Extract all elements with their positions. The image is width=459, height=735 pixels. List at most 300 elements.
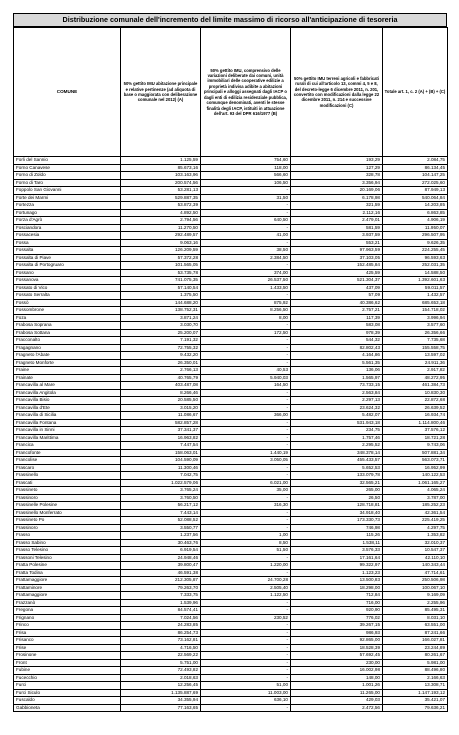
imu-abitazione-value: 3.015,20 [121,404,201,412]
comune-name: Frassineto [14,487,121,495]
comune-name: Francavilla Bisio [14,397,121,405]
totale-value: 224.255,45 [383,247,448,255]
comune-name: Furci [14,682,121,690]
comune-name: Fossalta [14,247,121,255]
table-row [14,547,448,555]
table-row [14,472,448,480]
imu-abitazione-value: 144.688,20 [121,299,201,307]
imu-abitazione-value: 126.209,59 [121,247,201,255]
imu-terreni-value: 348.378,14 [291,449,383,457]
table-row [14,667,448,675]
imu-abitazione-value: 9.063,16 [121,239,201,247]
column-header-imu-terreni: 50% gettito IMU terreni agricoli e fabbricati rurali di cui all'articolo 13, commi 4, 5 e 8, del decreto-legge 6 dicembre 2011, n. 201, convertito con modificazioni dalla legge 22 dicembre 2011, n. 214 e successive modificazioni (C) [291,28,383,157]
comune-name: Fortunago [14,209,121,217]
table-row [14,374,448,382]
table-row [14,682,448,690]
comune-name: Frassoni Telesino [14,554,121,562]
imu-abitazione-value: 53.872,39 [121,202,201,210]
imu-cooperative-value: 1.433,50 [201,284,291,292]
table-row [14,329,448,337]
imu-abitazione-value: 3.030,70 [121,322,201,330]
table-row [14,562,448,570]
comune-name: Fossacesia [14,232,121,240]
table-row [14,157,448,165]
imu-abitazione-value: 52.088,52 [121,517,201,525]
imu-cooperative-value: - [201,352,291,360]
imu-terreni-value: 128.718,81 [291,502,383,510]
totale-value: 1.353,82 [383,532,448,540]
document-title: Distribuzione comunale dell'incremento del limite massimo di ricorso all'anticipazione di tesoreria [13,13,447,27]
totale-value: 10.830,30 [383,389,448,397]
imu-cooperative-value: - [201,629,291,637]
imu-terreni-value: 2.295,52 [291,442,383,450]
comune-name: Francavilla Marittima [14,434,121,442]
comune-name: Fossato di Vico [14,284,121,292]
table-row [14,172,448,180]
imu-cooperative-value: 1.122,50 [201,592,291,600]
totale-value: 2.917,82 [383,367,448,375]
imu-cooperative-value: 2.384,50 [201,254,291,262]
imu-abitazione-value: 1.237,56 [121,532,201,540]
table-row [14,352,448,360]
imu-abitazione-value: 1.125,59 [121,157,201,165]
imu-cooperative-value: - [201,442,291,450]
totale-value: 16.934,74 [383,412,448,420]
imu-cooperative-value: 40,53 [201,367,291,375]
totale-value: 100.067,10 [383,584,448,592]
table-row [14,164,448,172]
comune-name: Furci Siculo [14,689,121,697]
imu-cooperative-value: - [201,427,291,435]
imu-abitazione-value: 11.086,67 [121,412,201,420]
comune-name: Fossa [14,239,121,247]
comune-name: Forza d'Agrò [14,217,121,225]
comune-name: Frassineto Po [14,517,121,525]
imu-abitazione-value: 3.550,77 [121,524,201,532]
imu-abitazione-value: 86.254,73 [121,629,201,637]
totale-value: 8.031,10 [383,614,448,622]
comune-name: Frignano [14,614,121,622]
totale-value: 37.576,12 [383,427,448,435]
totale-value: 32.010,37 [383,539,448,547]
imu-terreni-value: 97.963,59 [291,247,383,255]
totale-value: 4.297,75 [383,524,448,532]
imu-abitazione-value: 16.963,82 [121,434,201,442]
comune-name: Frasso Telesino [14,547,121,555]
imu-terreni-value: 82.802,43 [291,344,383,352]
comune-name: Fratta Todina [14,569,121,577]
imu-abitazione-value: 138.752,31 [121,307,201,315]
table-row [14,247,448,255]
table-row [14,217,448,225]
totale-value: 47.714,61 [383,569,448,577]
table-row [14,637,448,645]
totale-value: 252.031,35 [383,262,448,270]
imu-abitazione-value: 37.341,37 [121,427,201,435]
table-row [14,419,448,427]
imu-terreni-value: 1.538,11 [291,539,383,547]
comune-name: Frattamaggiore [14,592,121,600]
table-row [14,554,448,562]
imu-abitazione-value: 40.765,79 [121,374,201,382]
imu-terreni-value: 2.112,16 [291,209,383,217]
imu-abitazione-value: 12.256,45 [121,682,201,690]
imu-cooperative-value: - [201,359,291,367]
imu-cooperative-value: 875,92 [201,299,291,307]
totale-value: 155.558,75 [383,344,448,352]
imu-terreni-value: 26,50 [291,494,383,502]
imu-terreni-value: 230,00 [291,659,383,667]
imu-cooperative-value: 366,00 [201,412,291,420]
imu-cooperative-value: - [201,644,291,652]
imu-abitazione-value: 26.350,01 [121,359,201,367]
totale-value: 18.721,28 [383,434,448,442]
table-row [14,689,448,697]
imu-cooperative-value: 51,50 [201,547,291,555]
imu-abitazione-value: 3.871,24 [121,314,201,322]
comune-name: Frisa [14,629,121,637]
imu-abitazione-value: 101.565,05 [121,262,201,270]
table-row [14,179,448,187]
imu-abitazione-value: 2.018,63 [121,674,201,682]
comune-name: Francolise [14,457,121,465]
imu-terreni-value: 544,32 [291,337,383,345]
table-row [14,277,448,285]
imu-terreni-value: 4.164,86 [291,352,383,360]
comune-name: Frassinello Monferrato [14,509,121,517]
imu-terreni-value: 6.178,98 [291,194,383,202]
imu-abitazione-value: 529.887,35 [121,194,201,202]
comune-name: Francica [14,442,121,450]
imu-cooperative-value: 1.220,00 [201,562,291,570]
imu-cooperative-value: 1.440,19 [201,449,291,457]
imu-abitazione-value: 24.948,46 [121,554,201,562]
table-row [14,644,448,652]
imu-cooperative-value: 41,00 [201,232,291,240]
imu-cooperative-value: 8,00 [201,314,291,322]
totale-value: 1.147.193,12 [383,689,448,697]
imu-terreni-value: 3.937,59 [291,232,383,240]
comune-name: Francofonte [14,449,121,457]
imu-abitazione-value: 11.300,46 [121,464,201,472]
imu-terreni-value: 37.103,05 [291,254,383,262]
comune-name: Fraine [14,367,121,375]
table-row [14,539,448,547]
comune-name: Fosciandora [14,224,121,232]
imu-terreni-value: 1.123,23 [291,569,383,577]
imu-terreni-value: 2.563,84 [291,389,383,397]
imu-abitazione-value: 1.375,50 [121,292,201,300]
imu-terreni-value: 16.002,98 [291,667,383,675]
comune-name: Frattaminore [14,584,121,592]
imu-cooperative-value: - [201,659,291,667]
totale-value: 14.203,85 [383,202,448,210]
imu-cooperative-value: 31,50 [201,194,291,202]
imu-abitazione-value: 25.200,07 [121,329,201,337]
imu-terreni-value: 234,75 [291,427,383,435]
imu-abitazione-value: 103.163,96 [121,172,201,180]
table-row [14,652,448,660]
totale-value: 22.872,68 [383,397,448,405]
table-row [14,674,448,682]
comune-name: Front [14,659,121,667]
totale-value: 1.432,57 [383,292,448,300]
totale-value: 5.981,00 [383,659,448,667]
distribution-table [13,27,448,712]
totale-value: 9.743,06 [383,442,448,450]
totale-value: 6.863,85 [383,209,448,217]
totale-value: 13.597,02 [383,352,448,360]
comune-name: Frascati [14,479,121,487]
imu-cooperative-value: - [201,397,291,405]
table-body [14,157,448,712]
comune-name: Frassinoro [14,494,121,502]
table-row [14,202,448,210]
table-row [14,397,448,405]
totale-value: 79.636,21 [383,704,448,712]
imu-terreni-value: 115,26 [291,532,383,540]
imu-cooperative-value: - [201,674,291,682]
imu-terreni-value: 152.485,84 [291,262,383,270]
imu-terreni-value: 1.757,46 [291,434,383,442]
totale-value: 540.064,84 [383,194,448,202]
table-row [14,239,448,247]
imu-terreni-value: 712,84 [291,592,383,600]
totale-value: 9.626,35 [383,239,448,247]
imu-abitazione-value: 582.857,28 [121,419,201,427]
comune-name: Fossò [14,299,121,307]
imu-abitazione-value: 1.539,96 [121,599,201,607]
comune-name: Frabosa Sottana [14,329,121,337]
comune-name: Fuscaldo [14,697,121,705]
imu-terreni-value: 429,03 [291,697,383,705]
imu-terreni-value: 776,02 [291,614,383,622]
imu-abitazione-value: 2.794,56 [121,217,201,225]
imu-cooperative-value: - [201,404,291,412]
comune-name: Forno di Taro [14,179,121,187]
table-row [14,314,448,322]
imu-cooperative-value: - [201,344,291,352]
comune-name: Fregona [14,607,121,615]
totale-value: 140.122,53 [383,472,448,480]
imu-abitazione-value: 7.042,75 [121,472,201,480]
imu-terreni-value: 321,59 [291,202,383,210]
imu-abitazione-value: 39.800,47 [121,562,201,570]
imu-abitazione-value: 3.765,24 [121,487,201,495]
imu-cooperative-value: 164,50 [201,382,291,390]
totale-value: 166.027,81 [383,637,448,645]
totale-value: 10.547,37 [383,547,448,555]
imu-terreni-value: 920,90 [291,607,383,615]
comune-name: Frosinone [14,652,121,660]
imu-abitazione-value: 7.024,56 [121,614,201,622]
comune-name: Forte dei Marmi [14,194,121,202]
totale-value: 24.911,36 [383,359,448,367]
imu-cooperative-value: 3.050,05 [201,457,291,465]
imu-abitazione-value: 57.140,54 [121,284,201,292]
totale-value: 85.495,31 [383,607,448,615]
totale-value: 296.507,95 [383,232,448,240]
table-row [14,584,448,592]
imu-abitazione-value: 1.022.579,06 [121,479,201,487]
table-row [14,292,448,300]
totale-value: 4.065,24 [383,487,448,495]
table-header-row [14,28,448,157]
imu-cooperative-value: - [201,637,291,645]
table-row [14,359,448,367]
imu-cooperative-value: 8,50 [201,539,291,547]
imu-abitazione-value: 2.766,13 [121,367,201,375]
imu-abitazione-value: 84.574,41 [121,607,201,615]
table-row [14,464,448,472]
comune-name: Forli del Sannio [14,157,121,165]
comune-name: Fubine [14,667,121,675]
table-row [14,524,448,532]
table-row [14,232,448,240]
comune-name: Francavilla Angitola [14,389,121,397]
imu-abitazione-value: 7.443,14 [121,509,201,517]
imu-terreni-value: 57.692,45 [291,652,383,660]
imu-abitazione-value: 24.283,85 [121,622,201,630]
imu-cooperative-value: - [201,607,291,615]
totale-value: 4.906,19 [383,217,448,225]
table-row [14,502,448,510]
imu-terreni-value: 13.500,83 [291,577,383,585]
imu-cooperative-value: - [201,239,291,247]
comune-name: Francavilla al Mare [14,382,121,390]
imu-cooperative-value: 38,50 [201,247,291,255]
imu-abitazione-value: 30.463,76 [121,539,201,547]
imu-terreni-value: 148,00 [291,674,383,682]
column-header-imu-cooperative: 50% gettito IMU, comprensivo delle variazioni deliberate dai comuni, unità immobiliari delle cooperative edilizie a proprietà indivisa adibite a abitazioni principali e alloggi assegnati dagli IACP o dagli enti di edilizia residenziale pubblica, comunque denominati, aventi le stesse finalità degli IACP, istituiti in attuazione dell'art. 93 del DPR 616/1977 (B) [201,28,291,157]
imu-terreni-value: 73.733,15 [291,382,383,390]
totale-value: 7.735,68 [383,337,448,345]
imu-abitazione-value: 158.063,01 [121,449,201,457]
imu-cooperative-value: - [201,322,291,330]
totale-value: 225.419,25 [383,517,448,525]
comune-name: Fossanova [14,277,121,285]
imu-terreni-value: 127,29 [291,164,383,172]
table-row [14,337,448,345]
imu-cooperative-value: - [201,434,291,442]
table-row [14,382,448,390]
totale-value: 13.308,71 [383,682,448,690]
imu-terreni-value: 978,39 [291,329,383,337]
imu-abitazione-value: 741.075,35 [121,277,201,285]
comune-name: Frassinelle Polesine [14,502,121,510]
imu-cooperative-value: - [201,389,291,397]
totale-value: 3.996,94 [383,314,448,322]
imu-abitazione-value: 292.489,57 [121,232,201,240]
comune-name: Foppolo San Giovanni [14,187,121,195]
imu-cooperative-value: - [201,464,291,472]
table-row [14,187,448,195]
imu-abitazione-value: 4.892,50 [121,209,201,217]
imu-cooperative-value: 1,00 [201,532,291,540]
comune-name: Gabbioneta [14,704,121,712]
imu-cooperative-value: 316,30 [201,502,291,510]
imu-cooperative-value: - [201,494,291,502]
totale-value: 461.384,73 [383,382,448,390]
imu-terreni-value: 99.322,97 [291,562,383,570]
comune-name: Fracconalto [14,337,121,345]
table-row [14,697,448,705]
imu-terreni-value: 1.001,26 [291,682,383,690]
table-row [14,412,448,420]
imu-terreni-value: 3.576,33 [291,547,383,555]
table-row [14,614,448,622]
table-row [14,307,448,315]
table-row [14,457,448,465]
imu-cooperative-value: - [201,209,291,217]
totale-value: 185.252,23 [383,502,448,510]
imu-terreni-value: 32.565,21 [291,479,383,487]
imu-abitazione-value: 104.590,09 [121,457,201,465]
imu-abitazione-value: 22.569,22 [121,652,201,660]
imu-cooperative-value: 106,50 [201,179,291,187]
imu-terreni-value: 2.297,13 [291,397,383,405]
comune-name: Foza [14,314,121,322]
imu-cooperative-value: - [201,262,291,270]
totale-value: 42.361,54 [383,509,448,517]
comune-name: Fossalta di Portogruaro [14,262,121,270]
imu-abitazione-value: 77.163,65 [121,704,201,712]
comune-name: Forno Canavese [14,164,121,172]
comune-name: Fossombrone [14,307,121,315]
totale-value: 59.011,57 [383,284,448,292]
comune-name: Frisanco [14,637,121,645]
comune-name: Fragagnano [14,344,121,352]
imu-terreni-value: 3.356,94 [291,179,383,187]
totale-value: 11.950,07 [383,224,448,232]
imu-cooperative-value: - [201,599,291,607]
table-row [14,389,448,397]
table-row [14,592,448,600]
imu-terreni-value: 133.079,78 [291,472,383,480]
comune-name: Frassinello [14,472,121,480]
imu-cooperative-value: - [201,472,291,480]
comune-name: Frascaro [14,464,121,472]
imu-abitazione-value: 8.266,46 [121,389,201,397]
imu-terreni-value: 746,98 [291,524,383,532]
imu-abitazione-value: 212.305,87 [121,577,201,585]
totale-value: 272.025,60 [383,179,448,187]
imu-cooperative-value: - [201,292,291,300]
imu-terreni-value: 265,00 [291,487,383,495]
totale-value: 35.421,07 [383,697,448,705]
table-row [14,404,448,412]
imu-terreni-value: 455.433,57 [291,457,383,465]
totale-value: 87.949,13 [383,187,448,195]
imu-cooperative-value: - [201,569,291,577]
imu-cooperative-value: 51,00 [201,682,291,690]
imu-cooperative-value: 640,50 [201,217,291,225]
imu-cooperative-value: 26.537,50 [201,277,291,285]
totale-value: 154.718,02 [383,307,448,315]
totale-value: 63.551,00 [383,622,448,630]
imu-terreni-value: 136,06 [291,367,383,375]
totale-value: 26.639,52 [383,404,448,412]
totale-value: 2.084,75 [383,157,448,165]
totale-value: 685.653,18 [383,299,448,307]
imu-cooperative-value: 8.256,50 [201,307,291,315]
comune-name: Fossalta di Piave [14,254,121,262]
imu-cooperative-value: 230,52 [201,614,291,622]
imu-cooperative-value: - [201,419,291,427]
table-row [14,322,448,330]
imu-terreni-value: 173.330,73 [291,517,383,525]
table-row [14,517,448,525]
